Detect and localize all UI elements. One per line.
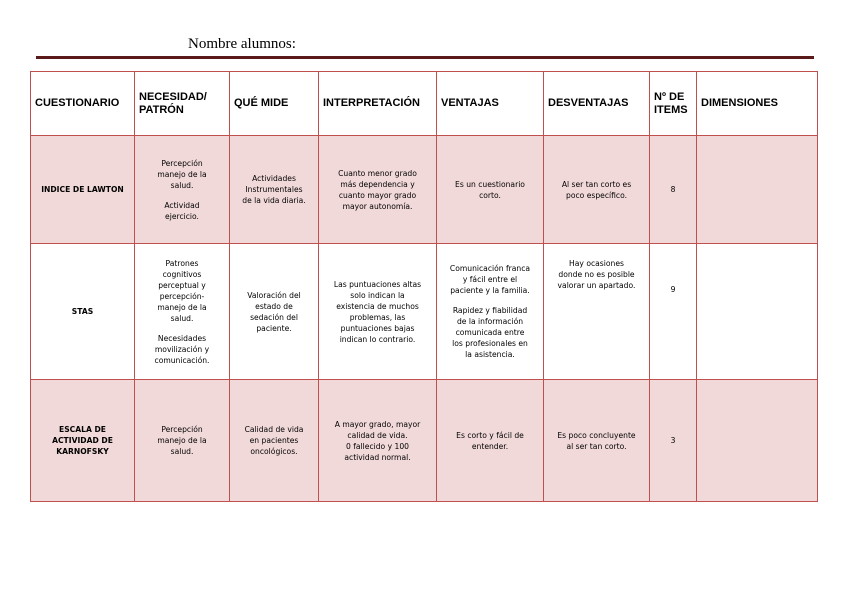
cell-line: corto. xyxy=(479,190,501,200)
cell-line: Percepción xyxy=(161,158,203,168)
cell-line: Valoración del xyxy=(247,290,301,300)
cell-gap xyxy=(139,324,225,333)
cell-line: Calidad de vida xyxy=(244,425,304,434)
questionnaire-table xyxy=(30,71,818,502)
cell-line: Percepción xyxy=(161,425,203,434)
cell-ventajas xyxy=(437,136,544,244)
column-header: DIMENSIONES xyxy=(697,72,818,136)
cell-que-mide xyxy=(230,136,319,244)
cell-line: Al ser tan corto es xyxy=(561,179,632,189)
cell-line: Actividad xyxy=(164,200,200,210)
cell-line: salud. xyxy=(170,313,194,323)
cell-line: entender. xyxy=(471,441,509,451)
cell-line: y fácil entre el xyxy=(462,275,518,284)
cell-line: oncológicos. xyxy=(250,447,298,456)
cell-necesidad xyxy=(135,136,230,244)
cell-necesidad xyxy=(135,244,230,380)
cell-line: manejo de la xyxy=(157,169,207,179)
table-row xyxy=(31,244,818,380)
cell-que-mide xyxy=(230,244,319,380)
cell-line: Necesidades xyxy=(157,333,207,343)
table-row xyxy=(31,136,818,244)
cell-items: 8 xyxy=(650,136,697,244)
cell-cuestionario: STAS xyxy=(31,244,135,380)
cell-line: Es corto y fácil de xyxy=(456,430,524,440)
cell-desventajas xyxy=(544,244,650,380)
cell-gap xyxy=(139,191,225,200)
cell-dimensiones xyxy=(697,380,818,502)
cell-ventajas xyxy=(437,380,544,502)
cell-line: manejo de la xyxy=(157,302,207,312)
cell-line: donde no es posible xyxy=(558,270,635,279)
cell-line: sedación del xyxy=(250,312,298,322)
cell-line: estado de xyxy=(255,301,293,311)
column-header: QUÉ MIDE xyxy=(230,72,319,136)
cell-line: KARNOFSKY xyxy=(56,447,109,456)
cell-que-mide xyxy=(230,380,319,502)
cell-dimensiones xyxy=(697,136,818,244)
cell-ventajas xyxy=(437,244,544,380)
cell-line: Cuanto menor grado xyxy=(338,168,417,178)
cell-line: salud. xyxy=(170,180,194,190)
cell-desventajas xyxy=(544,136,650,244)
cell-interpretacion xyxy=(319,136,437,244)
cell-line: Patrones xyxy=(165,258,199,268)
cell-line: puntuaciones bajas xyxy=(340,323,415,333)
cell-items: 9 xyxy=(650,244,697,380)
cell-desventajas xyxy=(544,380,650,502)
cell-line: ACTIVIDAD DE xyxy=(52,436,113,445)
header-rule xyxy=(36,56,814,59)
column-header: INTERPRETACIÓN xyxy=(319,72,437,136)
column-header: VENTAJAS xyxy=(437,72,544,136)
cell-line: A mayor grado, mayor xyxy=(334,419,421,429)
cell-line: valorar un apartado. xyxy=(557,281,636,290)
cell-line: Rapidez y fiabilidad xyxy=(452,306,528,315)
cell-line: ESCALA DE xyxy=(59,425,106,434)
column-header: NECESIDAD/ PATRÓN xyxy=(135,72,230,136)
cell-line: de la información xyxy=(456,317,524,326)
cell-line: ejercicio. xyxy=(165,211,199,221)
cell-cuestionario xyxy=(31,380,135,502)
cell-line: cuanto mayor grado xyxy=(338,190,417,200)
cell-line: más dependencia y xyxy=(340,179,415,189)
cell-line: calidad de vida. xyxy=(347,430,408,440)
cell-line: Comunicación franca xyxy=(449,264,531,273)
cell-line: perceptual y xyxy=(158,280,206,290)
cell-line: la asistencia. xyxy=(465,350,515,359)
cell-line: paciente y la familia. xyxy=(450,286,530,295)
cell-line: Es poco concluyente xyxy=(557,430,636,440)
cell-interpretacion xyxy=(319,244,437,380)
cell-line: al ser tan corto. xyxy=(566,441,627,451)
cell-dimensiones xyxy=(697,244,818,380)
cell-line: percepción- xyxy=(159,291,205,301)
cell-line: Es un cuestionario xyxy=(455,179,525,189)
cell-line: en pacientes xyxy=(249,436,299,445)
cell-line: Las puntuaciones altas xyxy=(333,279,422,289)
cell-line: problemas, las xyxy=(349,312,406,322)
cell-necesidad xyxy=(135,380,230,502)
column-header: Nº DE ITEMS xyxy=(650,72,697,136)
column-header: DESVENTAJAS xyxy=(544,72,650,136)
cell-line: poco específico. xyxy=(566,190,627,200)
cell-line: salud. xyxy=(170,447,194,456)
cell-line: manejo de la xyxy=(157,436,207,445)
header-row xyxy=(31,72,818,136)
cell-line: Instrumentales xyxy=(245,185,303,194)
cell-line: Actividades xyxy=(252,174,296,183)
cell-line: movilización y xyxy=(154,344,210,354)
cell-line: comunicada entre xyxy=(455,328,525,337)
cell-gap xyxy=(441,296,539,305)
cell-line: los profesionales en xyxy=(452,339,528,348)
table-row xyxy=(31,380,818,502)
cell-line: solo indican la xyxy=(350,290,405,300)
cell-line: indican lo contrario. xyxy=(339,334,416,344)
cell-items: 3 xyxy=(650,380,697,502)
header-title: Nombre alumnos: xyxy=(188,36,296,52)
column-header: CUESTIONARIO xyxy=(31,72,135,136)
cell-line: mayor autonomía. xyxy=(342,201,413,211)
cell-line: existencia de muchos xyxy=(336,301,419,311)
cell-line: actividad normal. xyxy=(344,452,411,462)
cell-interpretacion xyxy=(319,380,437,502)
cell-line: de la vida diaria. xyxy=(242,196,306,205)
cell-line: comunicación. xyxy=(154,355,210,365)
cell-line: Hay ocasiones xyxy=(569,259,624,268)
cell-line: cognitivos xyxy=(162,269,202,279)
cell-line: paciente. xyxy=(256,323,292,333)
cell-line: 0 fallecido y 100 xyxy=(345,441,410,451)
cell-cuestionario: INDICE DE LAWTON xyxy=(31,136,135,244)
